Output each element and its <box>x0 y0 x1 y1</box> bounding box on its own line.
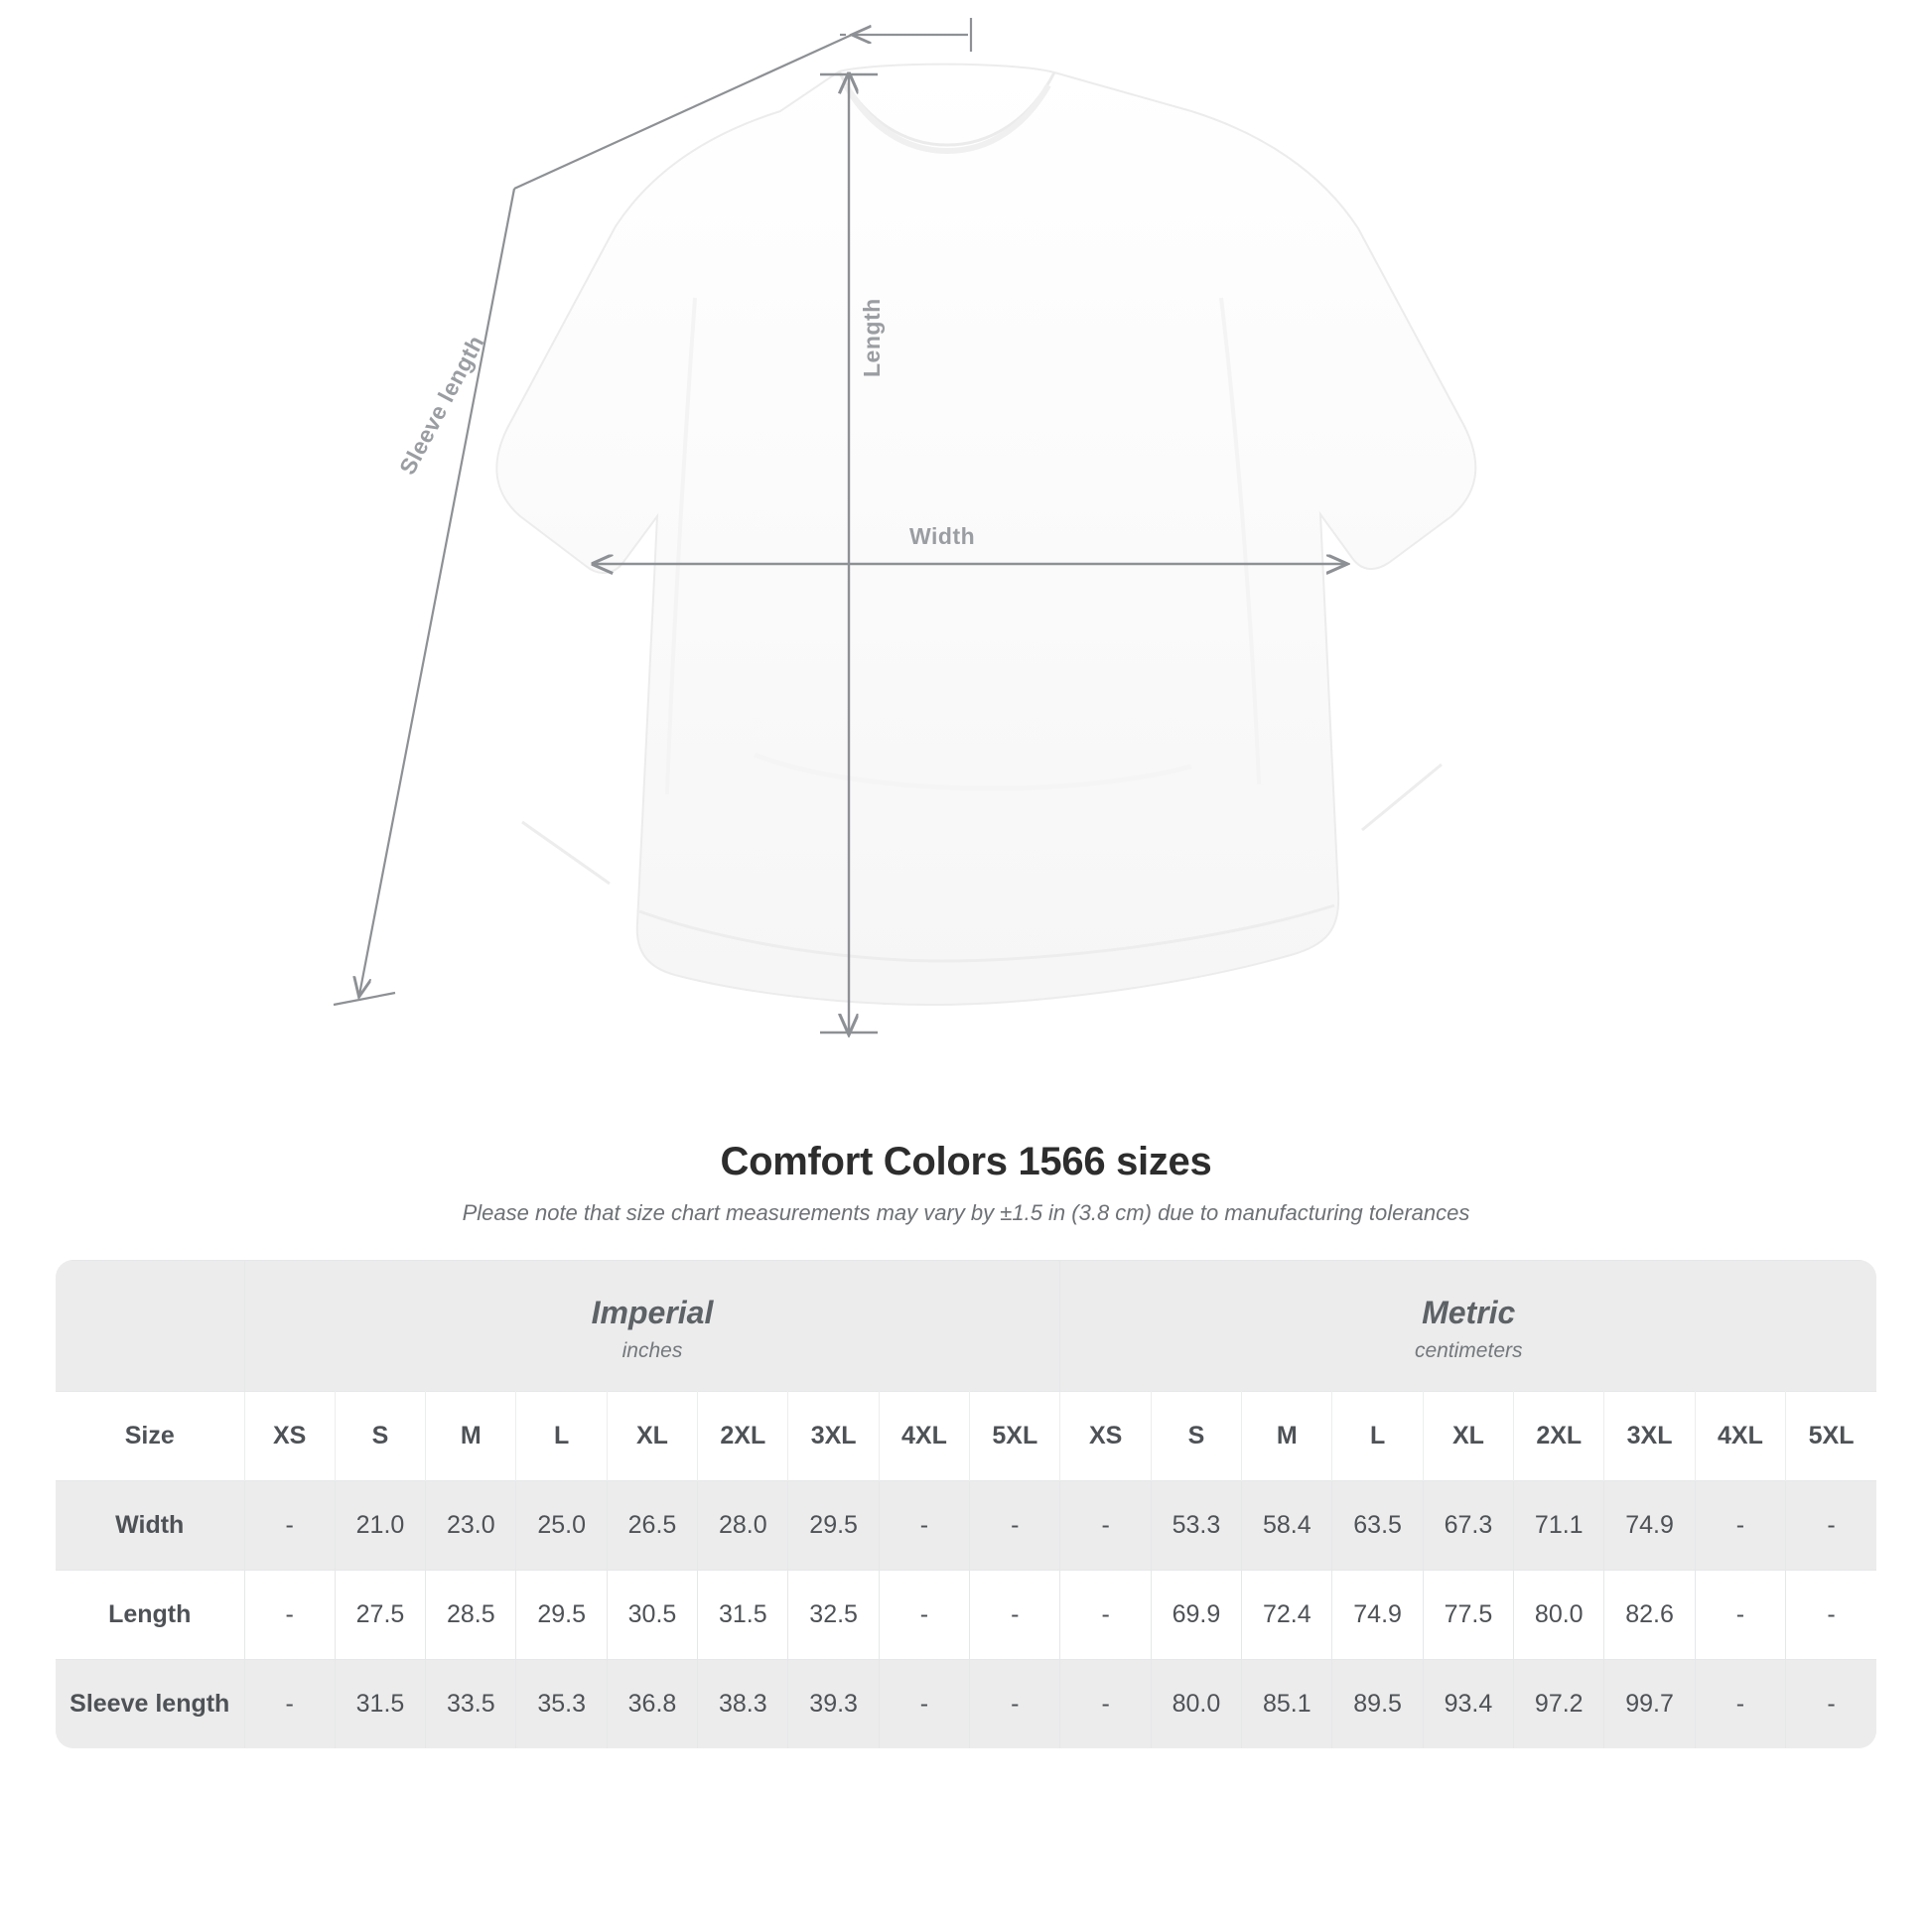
unit-spacer <box>56 1261 244 1392</box>
unit-metric-title: Metric <box>1422 1295 1516 1330</box>
cell-width-imperial-3xl: 29.5 <box>788 1481 879 1571</box>
cell-sleeve-length-metric-l: 89.5 <box>1332 1660 1423 1749</box>
size-table-wrapper <box>56 1260 1876 1748</box>
column-header-5xl-imperial: 5XL <box>970 1392 1060 1481</box>
cell-width-imperial-4xl: - <box>879 1481 969 1571</box>
cell-length-imperial-m: 28.5 <box>426 1571 516 1660</box>
cell-width-metric-4xl: - <box>1695 1481 1785 1571</box>
cell-length-metric-l: 74.9 <box>1332 1571 1423 1660</box>
cell-width-imperial-m: 23.0 <box>426 1481 516 1571</box>
unit-imperial-title: Imperial <box>591 1295 714 1330</box>
chart-heading <box>0 1140 1932 1226</box>
cell-sleeve-length-metric-xl: 93.4 <box>1423 1660 1513 1749</box>
cell-length-metric-3xl: 82.6 <box>1604 1571 1695 1660</box>
cell-width-metric-s: 53.3 <box>1151 1481 1241 1571</box>
column-header-5xl-metric: 5XL <box>1786 1392 1876 1481</box>
cell-sleeve-length-metric-s: 80.0 <box>1151 1660 1241 1749</box>
column-header-size: Size <box>56 1392 244 1481</box>
row-label-sleeve-length: Sleeve length <box>56 1660 244 1749</box>
cell-length-imperial-xs: - <box>244 1571 335 1660</box>
column-header-l-metric: L <box>1332 1392 1423 1481</box>
cell-width-metric-xl: 67.3 <box>1423 1481 1513 1571</box>
cell-length-imperial-2xl: 31.5 <box>698 1571 788 1660</box>
column-header-3xl-metric: 3XL <box>1604 1392 1695 1481</box>
column-header-2xl-imperial: 2XL <box>698 1392 788 1481</box>
cell-length-imperial-l: 29.5 <box>516 1571 607 1660</box>
unit-metric <box>1060 1261 1876 1392</box>
cell-sleeve-length-metric-2xl: 97.2 <box>1514 1660 1604 1749</box>
cell-width-metric-5xl: - <box>1786 1481 1876 1571</box>
column-header-3xl-imperial: 3XL <box>788 1392 879 1481</box>
page-title: Comfort Colors 1566 sizes <box>720 1140 1212 1183</box>
cell-width-imperial-s: 21.0 <box>335 1481 425 1571</box>
column-header-xl-metric: XL <box>1423 1392 1513 1481</box>
cell-sleeve-length-metric-xs: - <box>1060 1660 1151 1749</box>
cell-width-metric-3xl: 74.9 <box>1604 1481 1695 1571</box>
cell-width-imperial-5xl: - <box>970 1481 1060 1571</box>
cell-length-imperial-3xl: 32.5 <box>788 1571 879 1660</box>
unit-imperial <box>244 1261 1060 1392</box>
cell-width-imperial-2xl: 28.0 <box>698 1481 788 1571</box>
size-table <box>56 1260 1876 1748</box>
table-row <box>56 1571 1876 1660</box>
cell-length-metric-5xl: - <box>1786 1571 1876 1660</box>
table-header-row <box>56 1392 1876 1481</box>
cell-sleeve-length-metric-m: 85.1 <box>1242 1660 1332 1749</box>
cell-sleeve-length-imperial-xl: 36.8 <box>607 1660 697 1749</box>
column-header-s-metric: S <box>1151 1392 1241 1481</box>
cell-sleeve-length-metric-3xl: 99.7 <box>1604 1660 1695 1749</box>
cell-length-metric-4xl: - <box>1695 1571 1785 1660</box>
cell-sleeve-length-imperial-5xl: - <box>970 1660 1060 1749</box>
cell-sleeve-length-imperial-2xl: 38.3 <box>698 1660 788 1749</box>
column-header-2xl-metric: 2XL <box>1514 1392 1604 1481</box>
cell-sleeve-length-imperial-3xl: 39.3 <box>788 1660 879 1749</box>
table-row <box>56 1481 1876 1571</box>
unit-metric-sub: centimeters <box>1414 1339 1523 1362</box>
column-header-4xl-imperial: 4XL <box>879 1392 969 1481</box>
row-label-length: Length <box>56 1571 244 1660</box>
cell-width-metric-m: 58.4 <box>1242 1481 1332 1571</box>
cell-length-metric-xl: 77.5 <box>1423 1571 1513 1660</box>
column-header-s-imperial: S <box>335 1392 425 1481</box>
unit-imperial-sub: inches <box>621 1339 683 1362</box>
column-header-xl-imperial: XL <box>607 1392 697 1481</box>
cell-sleeve-length-metric-4xl: - <box>1695 1660 1785 1749</box>
cell-length-metric-xs: - <box>1060 1571 1151 1660</box>
column-header-m-metric: M <box>1242 1392 1332 1481</box>
cell-width-imperial-xs: - <box>244 1481 335 1571</box>
cell-sleeve-length-imperial-xs: - <box>244 1660 335 1749</box>
cell-sleeve-length-imperial-s: 31.5 <box>335 1660 425 1749</box>
cell-width-imperial-l: 25.0 <box>516 1481 607 1571</box>
cell-sleeve-length-imperial-l: 35.3 <box>516 1660 607 1749</box>
column-header-xs-metric: XS <box>1060 1392 1151 1481</box>
cell-sleeve-length-imperial-4xl: - <box>879 1660 969 1749</box>
cell-length-imperial-5xl: - <box>970 1571 1060 1660</box>
cell-sleeve-length-imperial-m: 33.5 <box>426 1660 516 1749</box>
table-row <box>56 1660 1876 1749</box>
tolerance-note: Please note that size chart measurements may vary by ±1.5 in (3.8 cm) due to manufacturing tolerances <box>462 1200 1470 1225</box>
row-label-width: Width <box>56 1481 244 1571</box>
cell-width-imperial-xl: 26.5 <box>607 1481 697 1571</box>
cell-width-metric-xs: - <box>1060 1481 1151 1571</box>
cell-sleeve-length-metric-5xl: - <box>1786 1660 1876 1749</box>
column-header-l-imperial: L <box>516 1392 607 1481</box>
cell-length-metric-m: 72.4 <box>1242 1571 1332 1660</box>
column-header-4xl-metric: 4XL <box>1695 1392 1785 1481</box>
column-header-m-imperial: M <box>426 1392 516 1481</box>
sweatshirt-shape <box>496 65 1475 1005</box>
cell-width-metric-2xl: 71.1 <box>1514 1481 1604 1571</box>
length-label: Length <box>859 298 885 377</box>
cell-length-metric-s: 69.9 <box>1151 1571 1241 1660</box>
unit-header-row <box>56 1261 1876 1392</box>
cell-length-imperial-s: 27.5 <box>335 1571 425 1660</box>
width-label: Width <box>909 523 976 549</box>
cell-width-metric-l: 63.5 <box>1332 1481 1423 1571</box>
sleeve-length-label: Sleeve length <box>394 331 489 480</box>
cell-length-imperial-xl: 30.5 <box>607 1571 697 1660</box>
cell-length-metric-2xl: 80.0 <box>1514 1571 1604 1660</box>
cell-length-imperial-4xl: - <box>879 1571 969 1660</box>
column-header-xs-imperial: XS <box>244 1392 335 1481</box>
